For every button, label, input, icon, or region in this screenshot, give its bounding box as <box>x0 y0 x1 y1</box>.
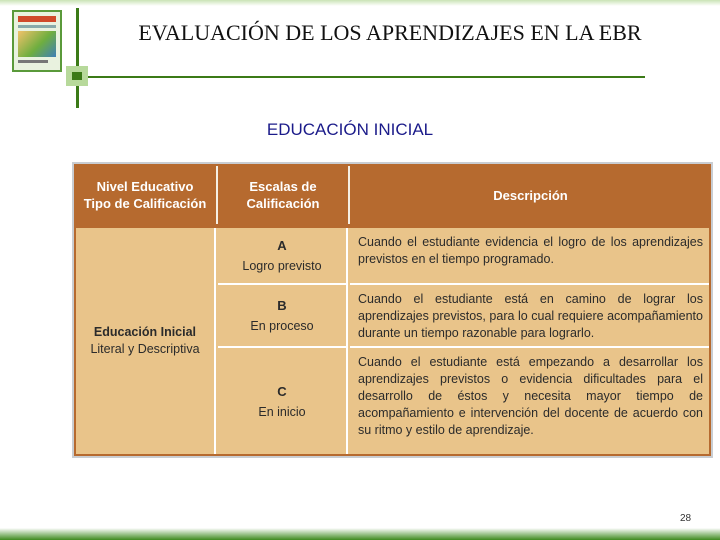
scale-label: En proceso <box>250 319 314 333</box>
level-cell <box>76 228 216 454</box>
header-scales <box>218 164 348 226</box>
header-scales-line2: Calificación <box>246 196 320 211</box>
thumbnail-caption-line <box>18 60 48 63</box>
level-name: Educación Inicial <box>93 325 197 339</box>
header-level-line2: Tipo de Calificación <box>83 196 207 211</box>
table-header-row <box>74 164 711 226</box>
thumbnail-text-line <box>18 25 56 28</box>
scale-letter: C <box>277 383 287 399</box>
scale-letter: B <box>277 298 287 313</box>
cover-thumbnail-image <box>12 10 62 72</box>
decor-square-inner <box>72 72 82 80</box>
description-cell-a: Cuando el estudiante evidencia el logro de los aprendizajes previstos en el tiempo programado. <box>350 228 709 285</box>
scale-cell-a <box>218 228 348 285</box>
scale-label: En inicio <box>258 404 306 419</box>
footer-decor-band <box>0 528 720 540</box>
description-cell-b: Cuando el estudiante está en camino de lograr los aprendizajes previstos, para lo cual requiere acompañamiento durante un tiempo razonable para lograrlo. <box>350 285 709 348</box>
page-number: 28 <box>680 513 692 524</box>
slide-subtitle: EDUCACIÓN INICIAL <box>266 120 434 139</box>
evaluation-table <box>72 162 713 458</box>
header-description: Descripción <box>493 187 568 203</box>
scale-letter: A <box>277 238 287 253</box>
slide-title: EVALUACIÓN DE LOS APRENDIZAJES EN LA EBR <box>138 20 642 45</box>
thumbnail-photo <box>18 31 56 57</box>
top-decor-band <box>0 0 720 6</box>
decor-horizontal-line <box>70 76 645 78</box>
scale-label: Logro previsto <box>242 259 322 273</box>
header-level-type <box>74 164 216 226</box>
header-level-line1: Nivel Educativo <box>96 179 194 194</box>
thumbnail-red-banner <box>18 16 56 22</box>
scale-cell-c <box>218 348 348 454</box>
scale-cell-b <box>218 285 348 348</box>
header-scales-line1: Escalas de <box>249 179 317 194</box>
table-body <box>76 228 709 454</box>
level-type: Literal y Descriptiva <box>90 342 200 356</box>
description-cell-c: Cuando el estudiante está empezando a desarrollar los aprendizajes previstos o evidencia dificultades para el desarrollo de éstos y necesita mayor tiempo de acompañamiento e intervención del docente de acuerdo con su ritmo y estilo de aprendizaje. <box>350 348 709 454</box>
decor-vertical-line <box>76 8 79 108</box>
